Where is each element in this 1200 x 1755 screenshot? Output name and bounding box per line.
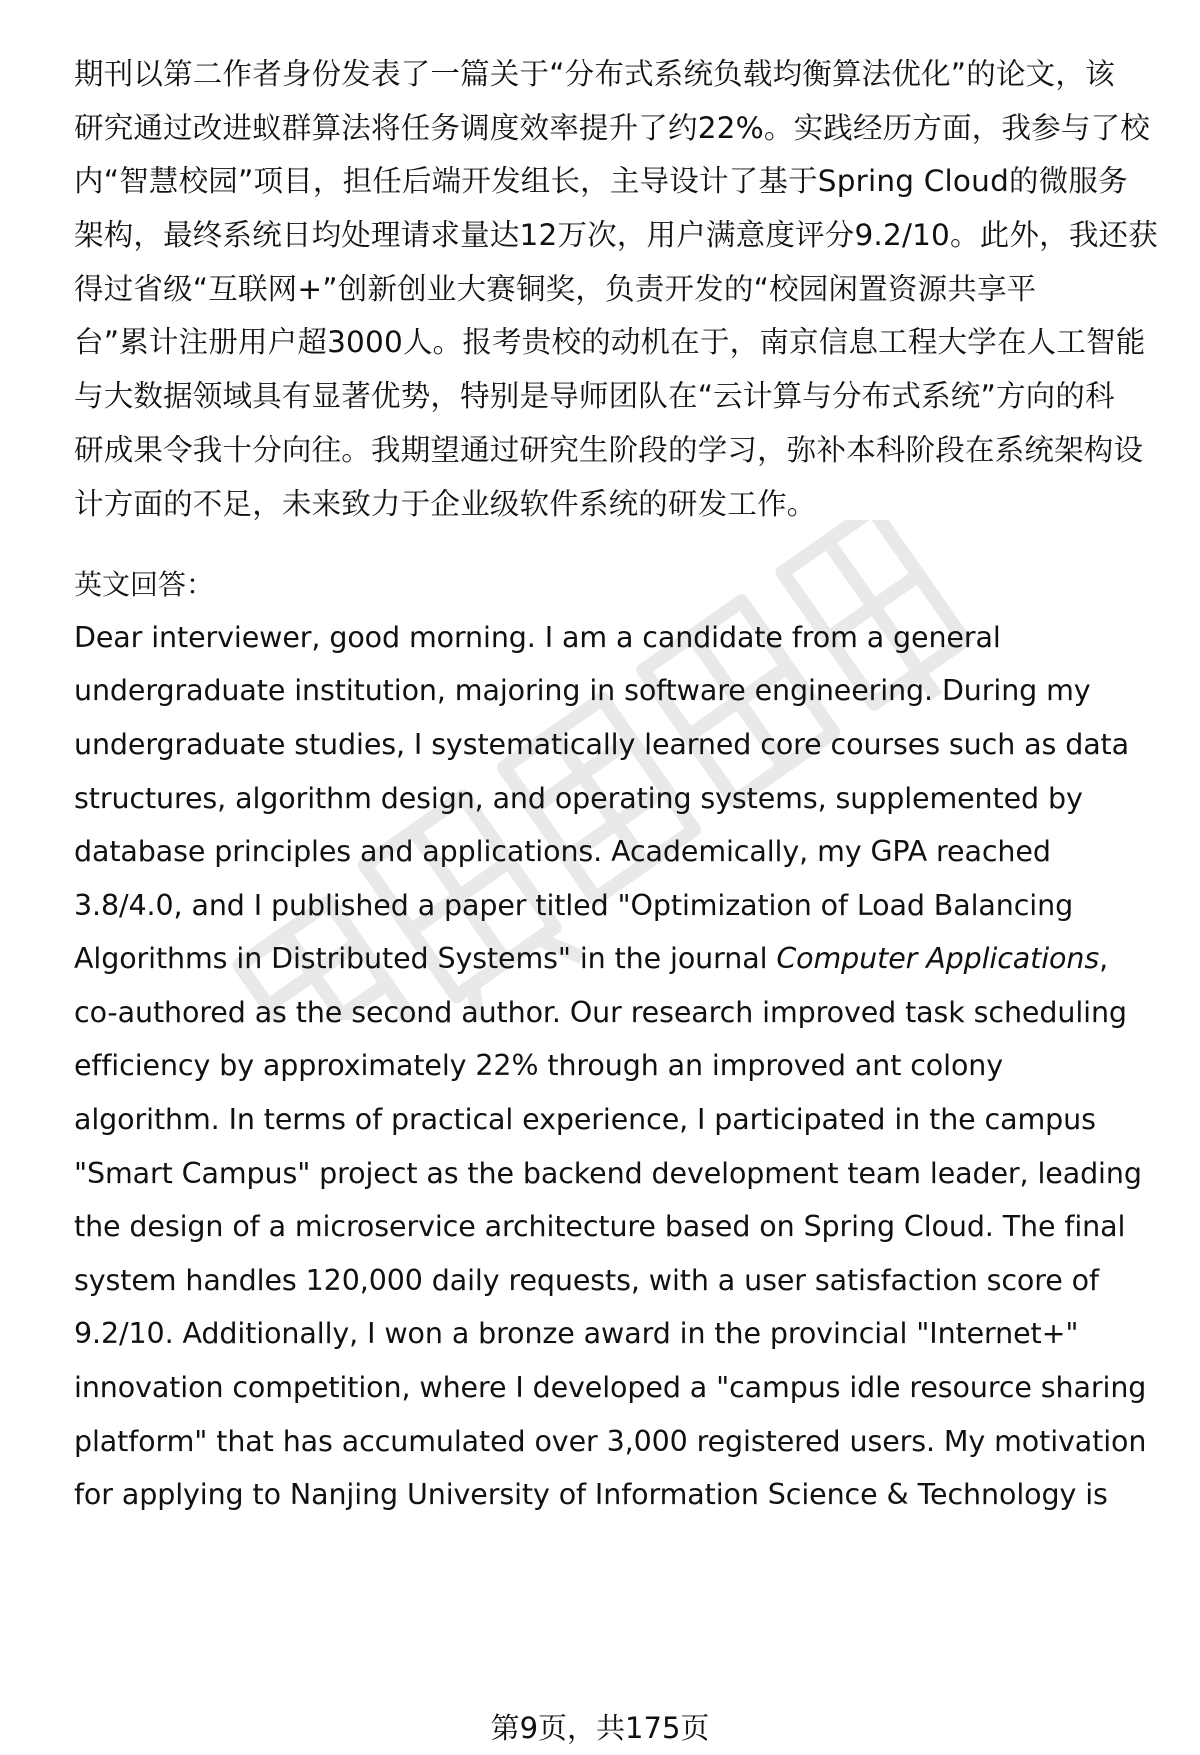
cn-paragraph-line: 架构，最终系统日均处理请求量达12万次，用户满意度评分9.2/10。此外，我还获 (74, 218, 1158, 252)
cn-paragraph-line: 期刊以第二作者身份发表了一篇关于“分布式系统负载均衡算法优化”的论文，该 (74, 57, 1115, 91)
en-paragraph-line: for applying to Nanjing University of Information Science & Technology is (74, 1478, 1108, 1511)
cn-paragraph-line: 研究通过改进蚁群算法将任务调度效率提升了约22%。实践经历方面，我参与了校 (74, 111, 1150, 145)
cn-paragraph-line: 得过省级“互联网+”创新创业大赛铜奖，负责开发的“校园闲置资源共享平 (74, 272, 1037, 306)
en-paragraph-line: co-authored as the second author. Our research improved task scheduling (74, 996, 1127, 1029)
en-paragraph-line: Dear interviewer, good morning. I am a candidate from a general (74, 621, 1001, 654)
cn-paragraph-line: 台”累计注册用户超3000人。报考贵校的动机在于，南京信息工程大学在人工智能 (74, 325, 1146, 359)
cn-paragraph-line: 计方面的不足，未来致力于企业级软件系统的研发工作。 (74, 487, 817, 521)
en-paragraph-line-journal (74, 939, 1108, 979)
en-line-text: Algorithms in Distributed Systems" in the journal (74, 942, 777, 975)
en-paragraph-line: undergraduate studies, I systematically learned core courses such as data (74, 728, 1129, 761)
en-paragraph-line: innovation competition, where I developed a "campus idle resource sharing (74, 1371, 1147, 1404)
cn-paragraph-line: 与大数据领域具有显著优势，特别是导师团队在“云计算与分布式系统”方向的科 (74, 379, 1115, 413)
en-paragraph-line: 3.8/4.0, and I published a paper titled "Optimization of Load Balancing (74, 889, 1074, 922)
en-paragraph-line: "Smart Campus" project as the backend development team leader, leading (74, 1157, 1142, 1190)
cn-paragraph-line: 研成果令我十分向往。我期望通过研究生阶段的学习，弥补本科阶段在系统架构设 (74, 433, 1144, 467)
en-paragraph-line: 9.2/10. Additionally, I won a bronze award in the provincial "Internet+" (74, 1317, 1079, 1350)
en-paragraph-line: the design of a microservice architecture based on Spring Cloud. The final (74, 1210, 1126, 1243)
cn-paragraph-line: 内“智慧校园”项目，担任后端开发组长，主导设计了基于Spring Cloud的微服务 (74, 164, 1128, 198)
en-paragraph-line: system handles 120,000 daily requests, with a user satisfaction score of (74, 1264, 1099, 1297)
en-paragraph-line: structures, algorithm design, and operating systems, supplemented by (74, 782, 1083, 815)
en-paragraph-line: undergraduate institution, majoring in software engineering. During my (74, 674, 1091, 707)
en-paragraph-line: database principles and applications. Academically, my GPA reached (74, 835, 1051, 868)
english-answer-label: 英文回答： (74, 568, 215, 601)
en-paragraph-line: efficiency by approximately 22% through an improved ant colony (74, 1049, 1004, 1082)
page-number-footer: 第9页，共175页 (490, 1711, 710, 1745)
en-paragraph-line: algorithm. In terms of practical experience, I participated in the campus (74, 1103, 1096, 1136)
journal-title: Computer Applications (776, 942, 1100, 975)
en-line-text: , (1099, 942, 1109, 975)
en-paragraph-line: platform" that has accumulated over 3,000 registered users. My motivation (74, 1425, 1147, 1458)
